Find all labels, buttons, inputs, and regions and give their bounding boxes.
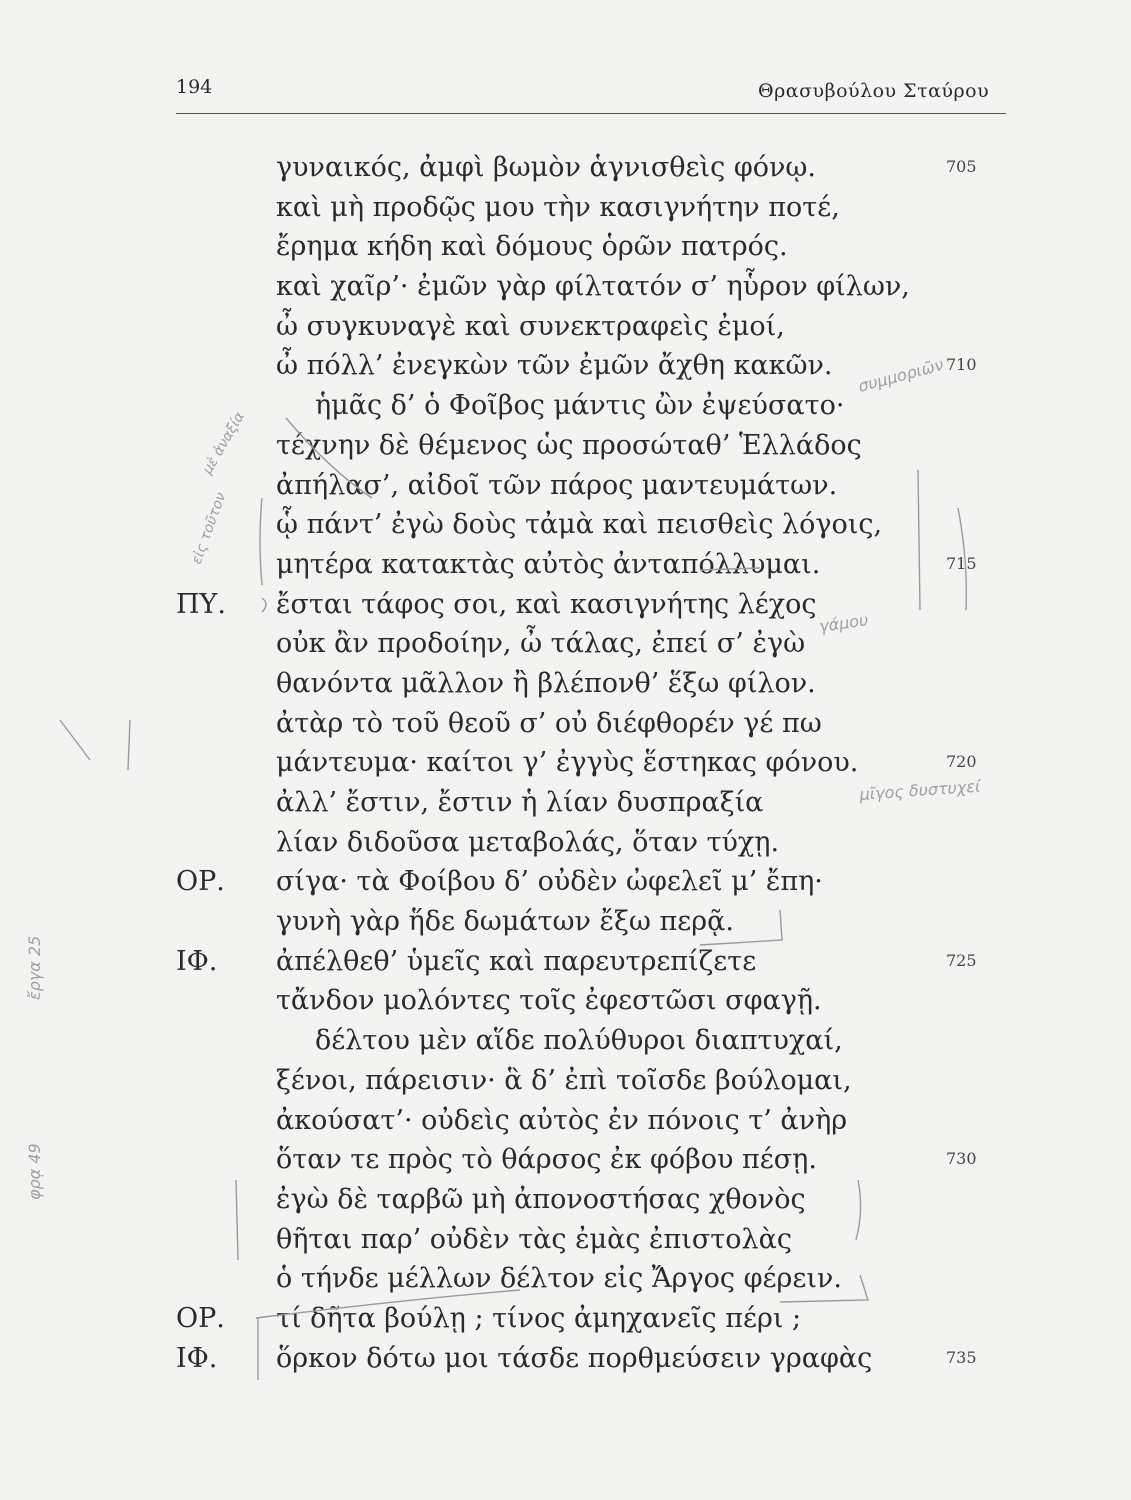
verse-text: γυναικός, ἀμφὶ βωμὸν ἁγνισθεὶς φόνῳ.: [276, 152, 816, 183]
verse-line: [0, 148, 1131, 188]
speaker-label: ΠΥ.: [176, 588, 226, 620]
verse-line: [0, 743, 1131, 783]
verse-text: ἡμᾶς δ’ ὁ Φοῖβος μάντις ὢν ἐψεύσατο·: [315, 390, 845, 422]
verse-line: [0, 624, 1131, 664]
page-header: [0, 0, 1131, 120]
running-head: Θρασυβούλου Σταύρου: [758, 80, 990, 102]
verse-line: [0, 386, 1131, 426]
verse-line: [0, 505, 1131, 545]
speaker-label: ΙΦ.: [176, 1342, 218, 1374]
verse-text: θῆται παρ’ οὐδὲν τὰς ἐμὰς ἐπιστολὰς: [276, 1223, 792, 1255]
svg-text:μὲ ἀναξία: μὲ ἀναξία: [199, 409, 248, 477]
verse-line: [0, 1339, 1131, 1379]
verse-text: τἄνδον μολόντες τοῖς ἐφεστῶσι σφαγῇ.: [276, 985, 822, 1017]
line-number: 730: [946, 1149, 977, 1169]
verse-line: [0, 188, 1131, 228]
verse-line: [0, 1259, 1131, 1299]
verse-line: [0, 823, 1131, 863]
svg-text:ἔργα 25: ἔργα 25: [25, 935, 44, 1000]
line-number: 735: [946, 1347, 977, 1367]
verse-line: [0, 466, 1131, 506]
line-number: 720: [946, 752, 977, 772]
verse-text: θανόντα μᾶλλον ἢ βλέπονθ’ ἕξω φίλον.: [276, 667, 816, 699]
verse-text: τί δῆτα βούλῃ ; τίνος ἀμηχανεῖς πέρι ;: [276, 1302, 802, 1334]
verse-text: ὅρκον δότω μοι τάσδε πορθμεύσειν γραφὰς: [276, 1342, 873, 1374]
verse-text: μητέρα κατακτὰς αὐτὸς ἀνταπόλλυμαι.: [276, 548, 821, 580]
verse-text: λίαν διδοῦσα μεταβολάς, ὅταν τύχῃ.: [276, 826, 780, 858]
verse-text: ἀπήλασ’, αἰδοῖ τῶν πάρος μαντευμάτων.: [276, 469, 838, 501]
verse-text: ἀτὰρ τὸ τοῦ θεοῦ σ’ οὐ διέφθορέν γέ πω: [276, 707, 822, 739]
verse-text: δέλτου μὲν αἵδε πολύθυροι διαπτυχαί,: [315, 1025, 843, 1057]
verse-line: [0, 783, 1131, 823]
verse-text: οὐκ ἂν προδοίην, ὦ τάλας, ἐπεί σ’ ἐγὼ: [276, 628, 806, 660]
verse-line: [0, 1180, 1131, 1220]
verse-line: [0, 227, 1131, 267]
verse-text: καὶ μὴ προδῷς μου τὴν κασιγνήτην ποτέ,: [276, 191, 840, 223]
verse-line: [0, 346, 1131, 386]
verse-text: ἔσται τάφος σοι, καὶ κασιγνήτης λέχος: [276, 588, 817, 620]
svg-text:συμμοριῶν: συμμοριῶν: [856, 354, 946, 396]
verse-line: [0, 1140, 1131, 1180]
speaker-label: ΟΡ.: [176, 866, 225, 898]
verse-text: καὶ χαῖρ’· ἐμῶν γὰρ φίλτατόν σ’ ηὗρον φίλων,: [276, 271, 910, 303]
line-number: 710: [946, 355, 977, 375]
verse-text: ἀλλ’ ἔστιν, ἔστιν ἡ λίαν δυσπραξία: [276, 787, 764, 818]
verse-line: [0, 1299, 1131, 1339]
verse-line: [0, 267, 1131, 307]
svg-text:φρᾳ 49: φρᾳ 49: [25, 1143, 44, 1200]
svg-text:εἰς τοῦτον: εἰς τοῦτον: [188, 490, 230, 567]
verse-line: [0, 1101, 1131, 1141]
page-number: 194: [176, 76, 213, 98]
verse-text: ᾧ πάντ’ ἐγὼ δοὺς τἀμὰ καὶ πεισθεὶς λόγοις,: [276, 509, 883, 541]
verse-text: σίγα· τὰ Φοίβου δ’ οὐδὲν ὠφελεῖ μ’ ἔπη·: [276, 866, 823, 898]
verse-text: μάντευμα· καίτοι γ’ ἐγγὺς ἕστηκας φόνου.: [276, 747, 859, 779]
verse-line: [0, 862, 1131, 902]
verse-text: ὦ πόλλ’ ἐνεγκὼν τῶν ἐμῶν ἄχθη κακῶν.: [276, 350, 833, 382]
speaker-label: ΙΦ.: [176, 945, 218, 977]
verse-text: γυνὴ γὰρ ἥδε δωμάτων ἔξω περᾷ.: [276, 906, 734, 938]
verse-text: ὁ τήνδε μέλλων δέλτον εἰς Ἄργος φέρειν.: [276, 1263, 842, 1295]
verse-text: ὦ συγκυναγὲ καὶ συνεκτραφεὶς ἐμοί,: [276, 310, 785, 342]
svg-text:μῖγος δυστυχεί: μῖγος δυστυχεί: [858, 776, 981, 804]
verse-text: ἔρημα κήδη καὶ δόμους ὁρῶν πατρός.: [276, 231, 788, 263]
line-number: 715: [946, 553, 977, 573]
verse-text: ἀπέλθεθ’ ὑμεῖς καὶ παρευτρεπίζετε: [276, 945, 757, 977]
line-number: 725: [946, 950, 977, 970]
verse-text: τέχνην δὲ θέμενος ὡς προσώταθ’ Ἑλλάδος: [276, 429, 862, 461]
verse-line: [0, 1061, 1131, 1101]
svg-text:γάμου: γάμου: [817, 610, 870, 636]
verse-line: [0, 664, 1131, 704]
verse-text: ξένοι, πάρεισιν· ἃ δ’ ἐπὶ τοῖσδε βούλομαι,: [276, 1064, 852, 1096]
verse-line: [0, 307, 1131, 347]
line-number: 705: [946, 157, 977, 176]
verse-line: [0, 545, 1131, 585]
verse-line: [0, 981, 1131, 1021]
verse-line: [0, 1021, 1131, 1061]
verse-line: [0, 1220, 1131, 1260]
verse-line: [0, 585, 1131, 625]
verse-text: ὅταν τε πρὸς τὸ θάρσος ἐκ φόβου πέσῃ.: [276, 1144, 817, 1176]
speaker-label: ΟΡ.: [176, 1302, 225, 1334]
verse-block: [0, 148, 1131, 1378]
verse-line: [0, 902, 1131, 942]
header-rule: [176, 113, 1006, 114]
verse-text: ἀκούσατ’· οὐδεὶς αὐτὸς ἐν πόνοις τ’ ἀνὴρ: [276, 1104, 848, 1136]
verse-line: [0, 704, 1131, 744]
verse-line: [0, 426, 1131, 466]
verse-text: ἐγὼ δὲ ταρβῶ μὴ ἀπονοστήσας χθονὸς: [276, 1183, 806, 1215]
verse-line: [0, 942, 1131, 982]
